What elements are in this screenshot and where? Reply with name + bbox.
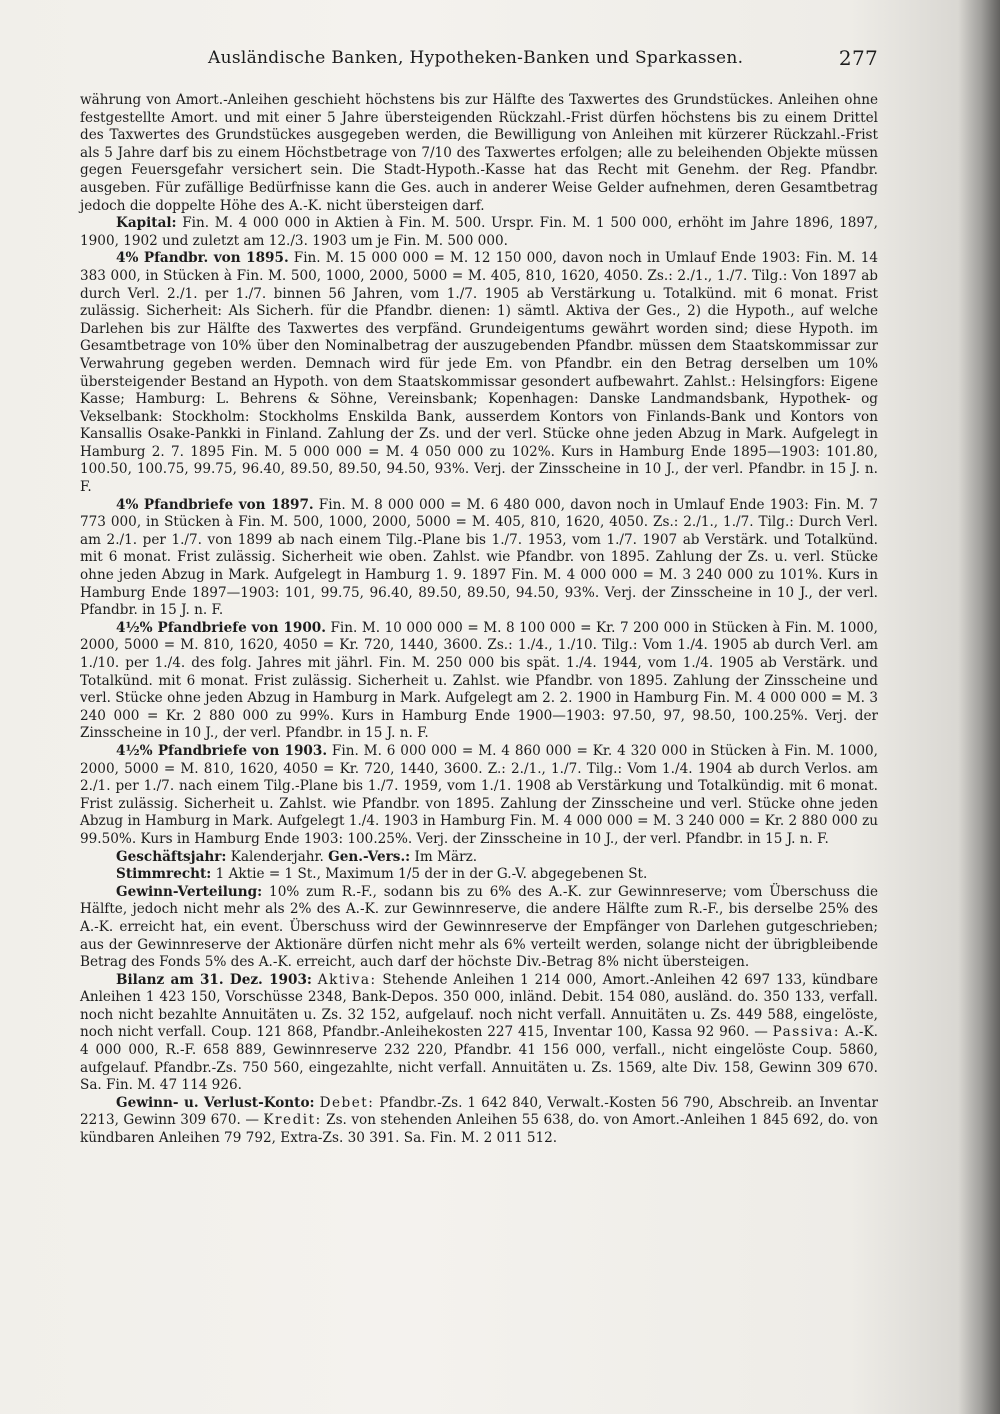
paragraph-geschaeftsjahr: [80, 849, 878, 867]
header-title: Ausländische Banken, Hypotheken-Banken und Sparkassen.: [208, 48, 744, 68]
paragraph-bilanz: [80, 972, 878, 1095]
paragraph-text: Fin. M. 8 000 000 = M. 6 480 000, davon noch in Umlauf Ende 1903: Fin. M. 7 773 000, in Stücken à Fin. M. 500, 1000, 2000, 5000 = M. 405, 810, 1620, 4050. Zs.: 2./1., 1./7. Tilg.: Durch Verl. am 2./1. per 1./7. von 1899 ab nach einem Tilg.-Plane bis 1./7. 1953, vom 1./7. 1907 ab Verstärk. und Totalkünd. mit 6 monat. Frist zulässig. Sicherheit wie oben. Zahlst. wie Pfandbr. von 1895. Zahlung der Zs. u. verl. Stücke ohne jeden Abzug in Mark. Aufgelegt in Hamburg 1. 9. 1897 Fin. M. 4 000 000 = M. 3 240 000 zu 101%. Kurs in Hamburg Ende 1897—1903: 101, 99.75, 96.40, 89.50, 89.50, 94.50, 93%. Verj. der Zinsscheine in 10 J., der verl. Pfandbr. in 15 J. n. F.: [80, 496, 878, 619]
section-heading: Gewinn- u. Verlust-Konto:: [116, 1094, 315, 1111]
paragraph-lending-rules: [80, 92, 878, 215]
kredit-label: Kredit:: [263, 1112, 322, 1129]
paragraph-text: Zs. von stehenden Anleihen 55 638, do. von Amort.-Anleihen 1 845 692, do. von kündbaren Anleihen 79 792, Extra-Zs. 30 391. Sa. Fin. M. 2 011 512.: [80, 1112, 879, 1147]
binding-shadow: [958, 0, 1000, 1414]
section-heading: Kapital:: [116, 215, 177, 232]
running-header: [80, 44, 880, 74]
debet-label: Debet:: [319, 1094, 375, 1111]
page-number: 277: [838, 46, 878, 70]
paragraph-text: Fin. M. 4 000 000 in Aktien à Fin. M. 500. Urspr. Fin. M. 1 500 000, erhöht im Jahre 1896, 1897, 1900, 1902 und zuletzt am 12./3. 1903 um je Fin. M. 500 000.: [80, 215, 878, 249]
paragraph-stimmrecht: [80, 866, 878, 884]
paragraph-pfandbr-1897: [80, 497, 878, 620]
section-heading: Gen.-Vers.:: [328, 848, 411, 865]
paragraph-gewinn-verteilung: [80, 884, 878, 972]
paragraph-text: Fin. M. 6 000 000 = M. 4 860 000 = Kr. 4 320 000 in Stücken à Fin. M. 1000, 2000, 5000 = M. 810, 1620, 4050 = Kr. 720, 1440, 3600. Z.: 2./1., 1./7. Tilg.: Vom 1./4. 1904 ab durch Verlos. am 2./1. per 1./7. nach einem Tilg.-Plane bis 1./7. 1959, vom 1./1. 1908 ab Verstärkung und Totalkündig. mit 6 monat. Frist zulässig. Sicherheit u. Zahlst. wie Pfandbr. von 1895. Zahlung der Zinsscheine und verl. Stücke ohne jeden Abzug in Hamburg in Mark. Aufgelegt 1./4. 1903 in Hamburg Fin. M. 4 000 000 = M. 3 240 000 = Kr. 2 880 000 zu 99.50%. Kurs in Hamburg Ende 1903: 100.25%. Verj. der Zinsscheine in 10 J., der verl. Pfandbr. in 15 J. n. F.: [80, 742, 878, 847]
section-heading: Stimmrecht:: [116, 866, 212, 883]
paragraph-kapital: [80, 215, 878, 250]
paragraph-text: A.-K. 4 000 000, R.-F. 658 889, Gewinnreserve 232 220, Pfandbr. 41 156 000, verfall., nicht eingelöste Coup. 5860, aufgelauf. Pfandbr.-Zs. 750 560, eingezahlte, nicht verfall. Annuitäten u. Zs. 1569, alte Div. 158, Gewinn 309 670. Sa. Fin. M. 47 114 926.: [80, 1024, 879, 1094]
page-body: [80, 92, 878, 1148]
section-heading: 4% Pfandbr. von 1895.: [116, 250, 289, 267]
paragraph-text: Kalenderjahr.: [226, 848, 329, 865]
paragraph-pfandbr-1895: [80, 250, 878, 496]
passiva-label: Passiva:: [772, 1024, 840, 1041]
paragraph-text: Im März.: [410, 848, 478, 865]
paragraph-text: Stehende Anleihen 1 214 000, Amort.-Anleihen 42 697 133, kündbare Anleihen 1 423 150, Vorschüsse 2348, Bank-Depos. 350 000, inländ. Debit. 154 080, ausländ. do. 350 133, verfall. noch nicht bezahlte Annuitäten u. Zs. 32 152, aufgelauf. noch nicht verfall. Annuitäten u. Zs. 449 588, eingelöste, noch nicht verfall. Coup. 121 868, Pfandbr.-Anleihekosten 227 415, Inventar 100, Kassa 92 960. —: [80, 971, 878, 1041]
paragraph-text: Fin. M. 10 000 000 = M. 8 100 000 = Kr. 7 200 000 in Stücken à Fin. M. 1000, 2000, 5000 = M. 810, 1620, 4050 = Kr. 720, 1440, 3600. Zs.: 1./4., 1./10. Tilg.: Vom 1./4. 1905 ab durch Verl. am 1./10. per 1./4. des folg. Jahres mit jährl. Fin. M. 250 000 bis spät. 1./4. 1944, vom 1./4. 1905 ab Verstärk. und Totalkünd. mit 6 monat. Frist zulässig. Sicherheit u. Zahlst. wie Pfandbr. von 1895. Zahlung der Zinsscheine und verl. Stücke ohne jeden Abzug in Hamburg in Mark. Aufgelegt am 2. 2. 1900 in Hamburg Fin. M. 4 000 000 = M. 3 240 000 = Kr. 2 880 000 zu 99%. Kurs in Hamburg Ende 1900—1903: 97.50, 97, 98.50, 100.25%. Verj. der Zinsscheine in 10 J., der verl. Pfandbr. in 15 J. n. F.: [80, 619, 878, 742]
paragraph-text: währung von Amort.-Anleihen geschieht höchstens bis zur Hälfte des Taxwertes des Grundstückes. Anleihen ohne festgestellte Amort. und mit einer 5 Jahre übersteigenden Rückzahl.-Frist dürfen höchstens bis zu einem Drittel des Taxwertes des Grundstückes ausgegeben werden, die Bewilligung von Anleihen mit kürzerer Rückzahl.-Frist als 5 Jahre darf bis zu einem Höchstbetrage von 7/10 des Taxwertes erfolgen; alle zu beleihenden Objekte müssen gegen Feuersgefahr versichert sein. Die Stadt-Hypoth.-Kasse hat das Recht mit Genehm. der Reg. Pfandbr. ausgeben. Für zufällige Bedürfnisse kann die Ges. auch in anderer Weise Gelder aufnehmen, deren Gesamtbetrag jedoch die doppelte Höhe des A.-K. nicht übersteigen darf.: [80, 92, 878, 214]
section-heading: 4½% Pfandbriefe von 1900.: [116, 619, 326, 636]
paragraph-pfandbr-1900: [80, 620, 878, 743]
paragraph-text: Pfandbr.-Zs. 1 642 840, Verwalt.-Kosten 56 790, Abschreib. an Inventar 2213, Gewinn 309 670. —: [80, 1094, 878, 1129]
section-heading: Bilanz am 31. Dez. 1903:: [116, 971, 312, 988]
section-heading: 4% Pfandbriefe von 1897.: [116, 496, 314, 513]
section-heading: Gewinn-Verteilung:: [116, 883, 263, 900]
section-heading: Geschäftsjahr:: [116, 848, 227, 865]
paragraph-pfandbr-1903: [80, 743, 878, 849]
paragraph-text: Fin. M. 15 000 000 = M. 12 150 000, davon noch in Umlauf Ende 1903: Fin. M. 14 383 000, in Stücken à Fin. M. 500, 1000, 2000, 5000 = M. 405, 810, 1620, 4050. Zs.: 2./1., 1./7. Tilg.: Von 1897 ab durch Verl. 2./1. per 1./7. binnen 56 Jahren, vom 1./7. 1905 ab Verstärkung u. Totalkünd. mit 6 monat. Frist zulässig. Sicherheit: Als Sicherh. für die Pfandbr. dienen: 1) sämtl. Aktiva der Ges., 2) die Hypoth., auf welche Darlehen bis zur Hälfte des Taxwertes des verpfänd. Grundeigentums gewährt worden sind; diese Hypoth. im Gesamtbetrage von 10% über den Nominalbetrag der auszugebenden Pfandbr. müssen dem Staatskommissar zur Verwahrung gegeben werden. Demnach wird für jede Em. von Pfandbr. ein den Betrag derselben um 10% übersteigender Bestand an Hypoth. von dem Staatskommissar gesondert aufbewahrt. Zahlst.: Helsingfors: Eigene Kasse; Hamburg: L. Behrens & Söhne, Vereinsbank; Kopenhagen: Danske Landmandsbank, Hypothek- og Vekselbank: Stockholm: Stockholms Enskilda Bank, ausserdem Kontors von Finlands-Bank und Kontors von Kansallis Osake-Pankki in Finland. Zahlung der Zs. und der verl. Stücke ohne jeden Abzug in Mark. Aufgelegt in Hamburg 2. 7. 1895 Fin. M. 5 000 000 = M. 4 050 000 zu 102%. Kurs in Hamburg Ende 1895—1903: 101.80, 100.50, 100.75, 99.75, 96.40, 89.50, 89.50, 94.50, 93%. Verj. der Zinsscheine in 10 J., der verl. Pfandbr. in 15 J. n. F.: [80, 250, 878, 496]
paragraph-gewinn-verlust-konto: [80, 1095, 878, 1148]
section-heading: 4½% Pfandbriefe von 1903.: [116, 742, 328, 759]
aktiva-label: Aktiva:: [317, 971, 377, 988]
paragraph-text: 1 Aktie = 1 St., Maximum 1/5 der in der G.-V. abgegebenen St.: [211, 866, 648, 883]
paragraph-text: 10% zum R.-F., sodann bis zu 6% des A.-K. zur Gewinnreserve; vom Überschuss die Hälfte, jedoch nicht mehr als 2% des A.-K. zur Gewinnreserve, die andere Hälfte zum R.-F., bis derselbe 25% des A.-K. erreicht hat, ein event. Überschuss wird der Gewinnreserve der Empfänger von Darlehen gutgeschrieben; aus der Gewinnreserve der Aktionäre dürfen nicht mehr als 6% verteilt werden, solange nicht der übrigbleibende Betrag des Fonds 5% des A.-K. erreicht, auch darf der höchste Div.-Betrag 8% nicht übersteigen.: [80, 883, 878, 971]
